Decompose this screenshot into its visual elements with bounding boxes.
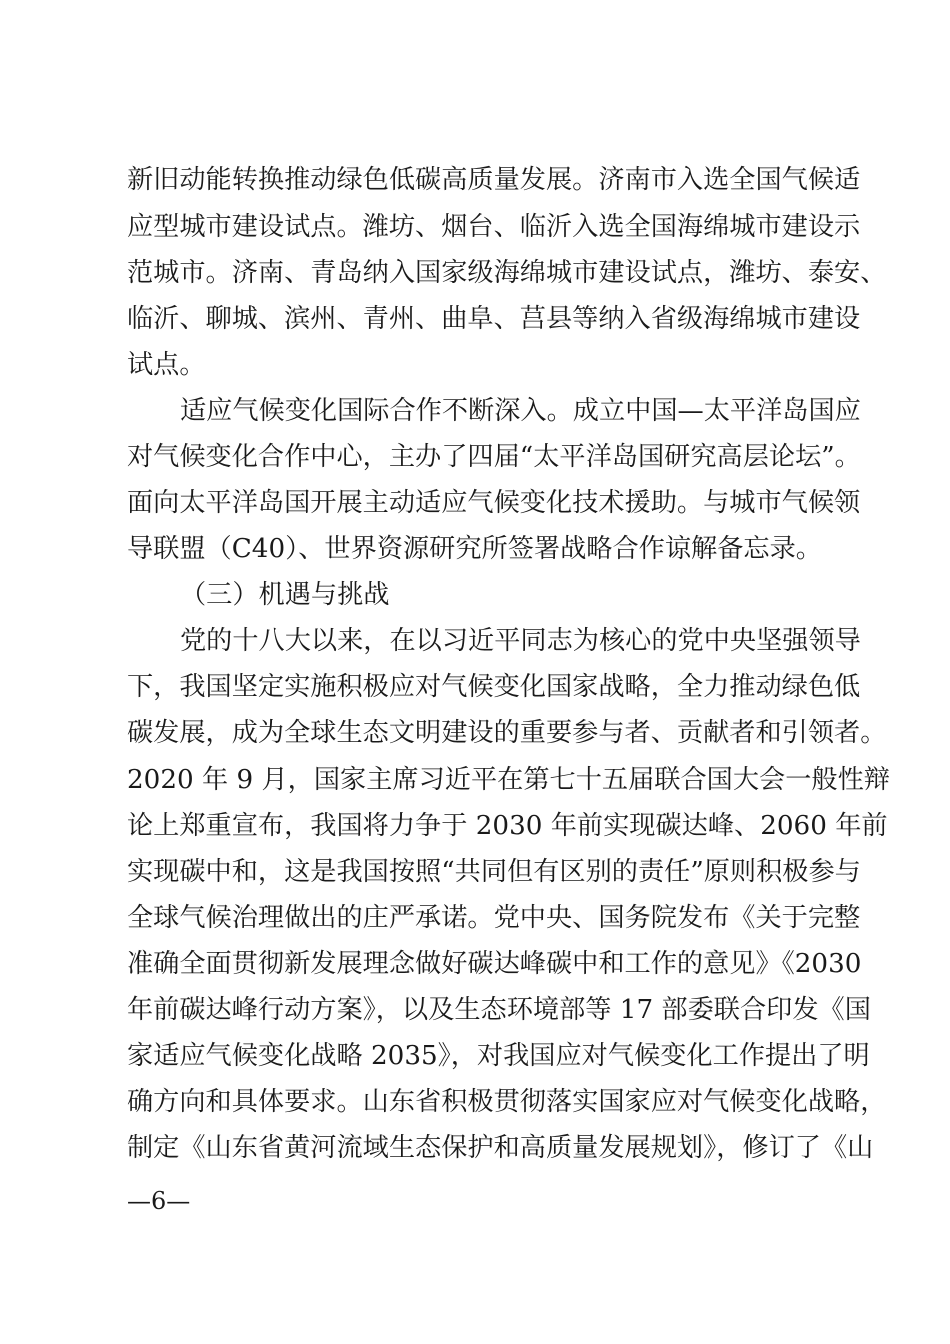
page-number: —6— xyxy=(127,1187,191,1215)
paragraph-3-line-6: 实现碳中和，这是我国按照“共同但有区别的责任”原则积极参与 xyxy=(127,857,861,887)
paragraph-1-line-1: 新旧动能转换推动绿色低碳高质量发展。济南市入选全国气候适 xyxy=(127,165,861,195)
paragraph-3-line-3: 碳发展，成为全球生态文明建设的重要参与者、贡献者和引领者。 xyxy=(127,718,887,748)
paragraph-1-line-4: 临沂、聊城、滨州、青州、曲阜、莒县等纳入省级海绵城市建设 xyxy=(127,304,861,334)
paragraph-3-line-10: 家适应气候变化战略 2035》，对我国应对气候变化工作提出了明 xyxy=(127,1041,870,1071)
paragraph-3-line-2: 下，我国坚定实施积极应对气候变化国家战略，全力推动绿色低 xyxy=(127,672,861,702)
paragraph-3-line-5: 论上郑重宣布，我国将力争于 2030 年前实现碳达峰、2060 年前 xyxy=(127,811,888,841)
section-heading: （三）机遇与挑战 xyxy=(180,580,390,610)
paragraph-3-line-4: 2020 年 9 月，国家主席习近平在第七十五届联合国大会一般性辩 xyxy=(127,765,890,795)
paragraph-2-line-2: 对气候变化合作中心，主办了四届“太平洋岛国研究高层论坛”。 xyxy=(127,442,861,472)
paragraph-3-line-12: 制定《山东省黄河流域生态保护和高质量发展规划》，修订了《山 xyxy=(127,1133,874,1163)
paragraph-3-line-1: 党的十八大以来，在以习近平同志为核心的党中央坚强领导 xyxy=(180,626,861,656)
paragraph-3-line-11: 确方向和具体要求。山东省积极贯彻落实国家应对气候变化战略， xyxy=(127,1087,887,1117)
paragraph-3-line-9: 年前碳达峰行动方案》，以及生态环境部等 17 部委联合印发《国 xyxy=(127,995,871,1025)
paragraph-1-line-3: 范城市。济南、青岛纳入国家级海绵城市建设试点，潍坊、泰安、 xyxy=(127,258,887,288)
paragraph-3-line-8: 准确全面贯彻新发展理念做好碳达峰碳中和工作的意见》《2030 xyxy=(127,949,862,979)
paragraph-3-line-7: 全球气候治理做出的庄严承诺。党中央、国务院发布《关于完整 xyxy=(127,903,861,933)
paragraph-1-line-5: 试点。 xyxy=(127,350,206,380)
paragraph-2-line-1: 适应气候变化国际合作不断深入。成立中国—太平洋岛国应 xyxy=(180,396,861,426)
paragraph-1-line-2: 应型城市建设试点。潍坊、烟台、临沂入选全国海绵城市建设示 xyxy=(127,212,861,242)
paragraph-2-line-4: 导联盟（C40）、世界资源研究所签署战略合作谅解备忘录。 xyxy=(127,534,822,564)
paragraph-2-line-3: 面向太平洋岛国开展主动适应气候变化技术援助。与城市气候领 xyxy=(127,488,861,518)
